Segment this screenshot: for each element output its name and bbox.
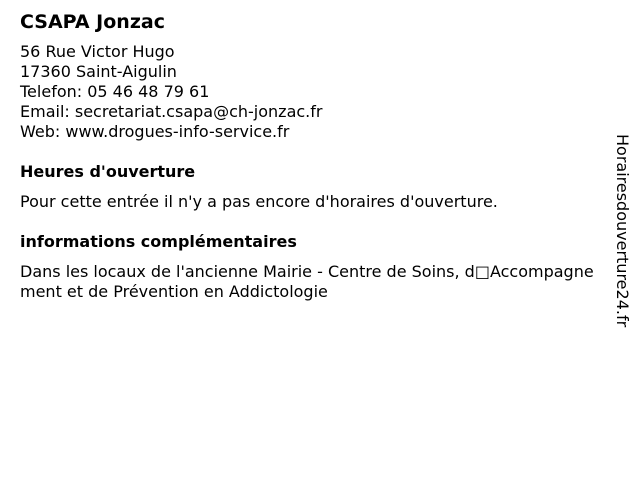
address-street: 56 Rue Victor Hugo: [20, 42, 175, 61]
brand-watermark: Horairesdouverture24.fr: [613, 134, 632, 328]
phone-line: Telefon: 05 46 48 79 61: [20, 82, 210, 101]
hours-heading: Heures d'ouverture: [20, 162, 196, 181]
address-city: 17360 Saint-Aigulin: [20, 62, 177, 81]
email-line: Email: secretariat.csapa@ch-jonzac.fr: [20, 102, 323, 121]
listing-card: [20, 10, 595, 302]
web-line: Web: www.drogues-info-service.fr: [20, 122, 290, 141]
hours-text: Pour cette entrée il n'y a pas encore d'horaires d'ouverture.: [20, 192, 498, 211]
listing-title: CSAPA Jonzac: [20, 11, 165, 33]
info-heading: informations complémentaires: [20, 232, 297, 251]
info-text: Dans les locaux de l'ancienne Mairie - Centre de Soins, d□Accompagnement et de Prévention en Addictologie: [20, 262, 594, 301]
